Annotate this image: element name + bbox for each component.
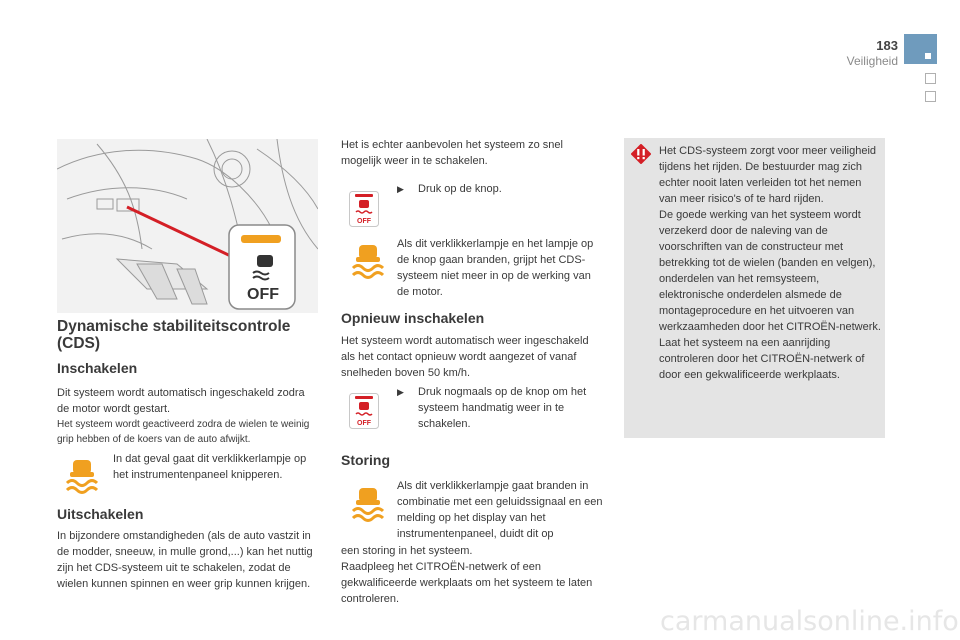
skid-warning-lamp-icon bbox=[350, 484, 384, 527]
page-number: 183 bbox=[876, 38, 898, 53]
chapter-tab-box[interactable] bbox=[925, 73, 936, 84]
watermark: carmanualsonline.info bbox=[660, 606, 959, 637]
inschakelen-note: Het systeem wordt geactiveerd zodra de wielen te weinig grip hebben of de koers van de auto afwijkt. bbox=[57, 419, 310, 445]
tab-marker bbox=[925, 53, 931, 59]
warning-text: Het CDS-systeem zorgt voor meer veiligheid tijdens het rijden. De bestuurder mag zich echter nooit laten verleiden tot het nemen van meer risico's of te hard rijden. De goede werking van het systeem wordt verzekerd door de naleving van de voorschriften van de constructeur met betrekking tot de wielen (banden en velgen), onderdelen van het remsysteem, elektronische onderdelen alsmede de montageprocedure en het uitvoeren van werkzaamheden door het CITROËN-netwerk. Laat het systeem na een aanrijding controleren door het CITROËN-netwerk of door een gekwalificeerde werkplaats. bbox=[659, 145, 881, 381]
uitschakelen-text: In bijzondere omstandigheden (als de auto vastzit in de modder, sneeuw, in mulle grond,...) kan het nuttig zijn het CDS-systeem uit te schakelen, zodat de wielen kunnen spinnen en weer grip kunnen krijgen. bbox=[57, 530, 313, 590]
dashboard-illustration bbox=[57, 139, 318, 313]
off-icon-label: OFF bbox=[357, 218, 371, 225]
inschakelen-text: Dit systeem wordt automatisch ingeschakeld zodra de motor wordt gestart. bbox=[57, 387, 305, 415]
press-again-text: Druk nogmaals op de knop om het systeem handmatig weer in te schakelen. bbox=[418, 386, 587, 430]
page-title: Dynamische stabiliteitscontrole (CDS) bbox=[57, 318, 291, 352]
storing-text: een storing in het systeem. Raadpleeg het CITROËN-netwerk of een gekwalificeerde werkplaats om het systeem te laten controleren. bbox=[341, 545, 593, 605]
warning-icon bbox=[631, 144, 651, 169]
warning-box bbox=[624, 138, 885, 438]
off-button-label: OFF bbox=[247, 286, 279, 303]
cds-off-button-icon bbox=[349, 191, 379, 227]
skid-warning-lamp-icon bbox=[350, 241, 384, 284]
opnieuw-text: Het systeem wordt automatisch weer ingeschakeld als het contact opnieuw wordt aangezet of vanaf snelheden boven 50 km/h. bbox=[341, 335, 589, 379]
cds-off-button-icon bbox=[349, 393, 379, 429]
heading-storing: Storing bbox=[341, 452, 390, 468]
section-title: Veiligheid bbox=[846, 54, 898, 68]
heading-opnieuw: Opnieuw inschakelen bbox=[341, 310, 485, 326]
heading-inschakelen: Inschakelen bbox=[57, 360, 138, 376]
chapter-tab[interactable] bbox=[904, 34, 937, 64]
skid-warning-lamp-icon bbox=[64, 456, 98, 499]
bullet-icon: ▶ bbox=[397, 387, 404, 397]
dashboard-drawing bbox=[57, 139, 318, 313]
press-button-text: Druk op de knop. bbox=[418, 183, 502, 195]
off-icon-label: OFF bbox=[357, 420, 371, 427]
intro-text: Het is echter aanbevolen het systeem zo snel mogelijk weer in te schakelen. bbox=[341, 139, 563, 167]
chapter-tab-box[interactable] bbox=[925, 91, 936, 102]
heading-uitschakelen: Uitschakelen bbox=[57, 506, 144, 522]
storing-lamp-text: Als dit verklikkerlampje gaat branden in combinatie met een geluidssignaal en een melding op het display van het instrumentenpaneel, duidt dit op bbox=[397, 480, 603, 540]
bullet-icon: ▶ bbox=[397, 184, 404, 194]
lamp-text: In dat geval gaat dit verklikkerlampje op het instrumentenpaneel knipperen. bbox=[113, 453, 307, 481]
lamp-off-text: Als dit verklikkerlampje en het lampje op de knop gaan branden, grijpt het CDS-systeem niet meer in op de werking van de motor. bbox=[397, 238, 594, 298]
